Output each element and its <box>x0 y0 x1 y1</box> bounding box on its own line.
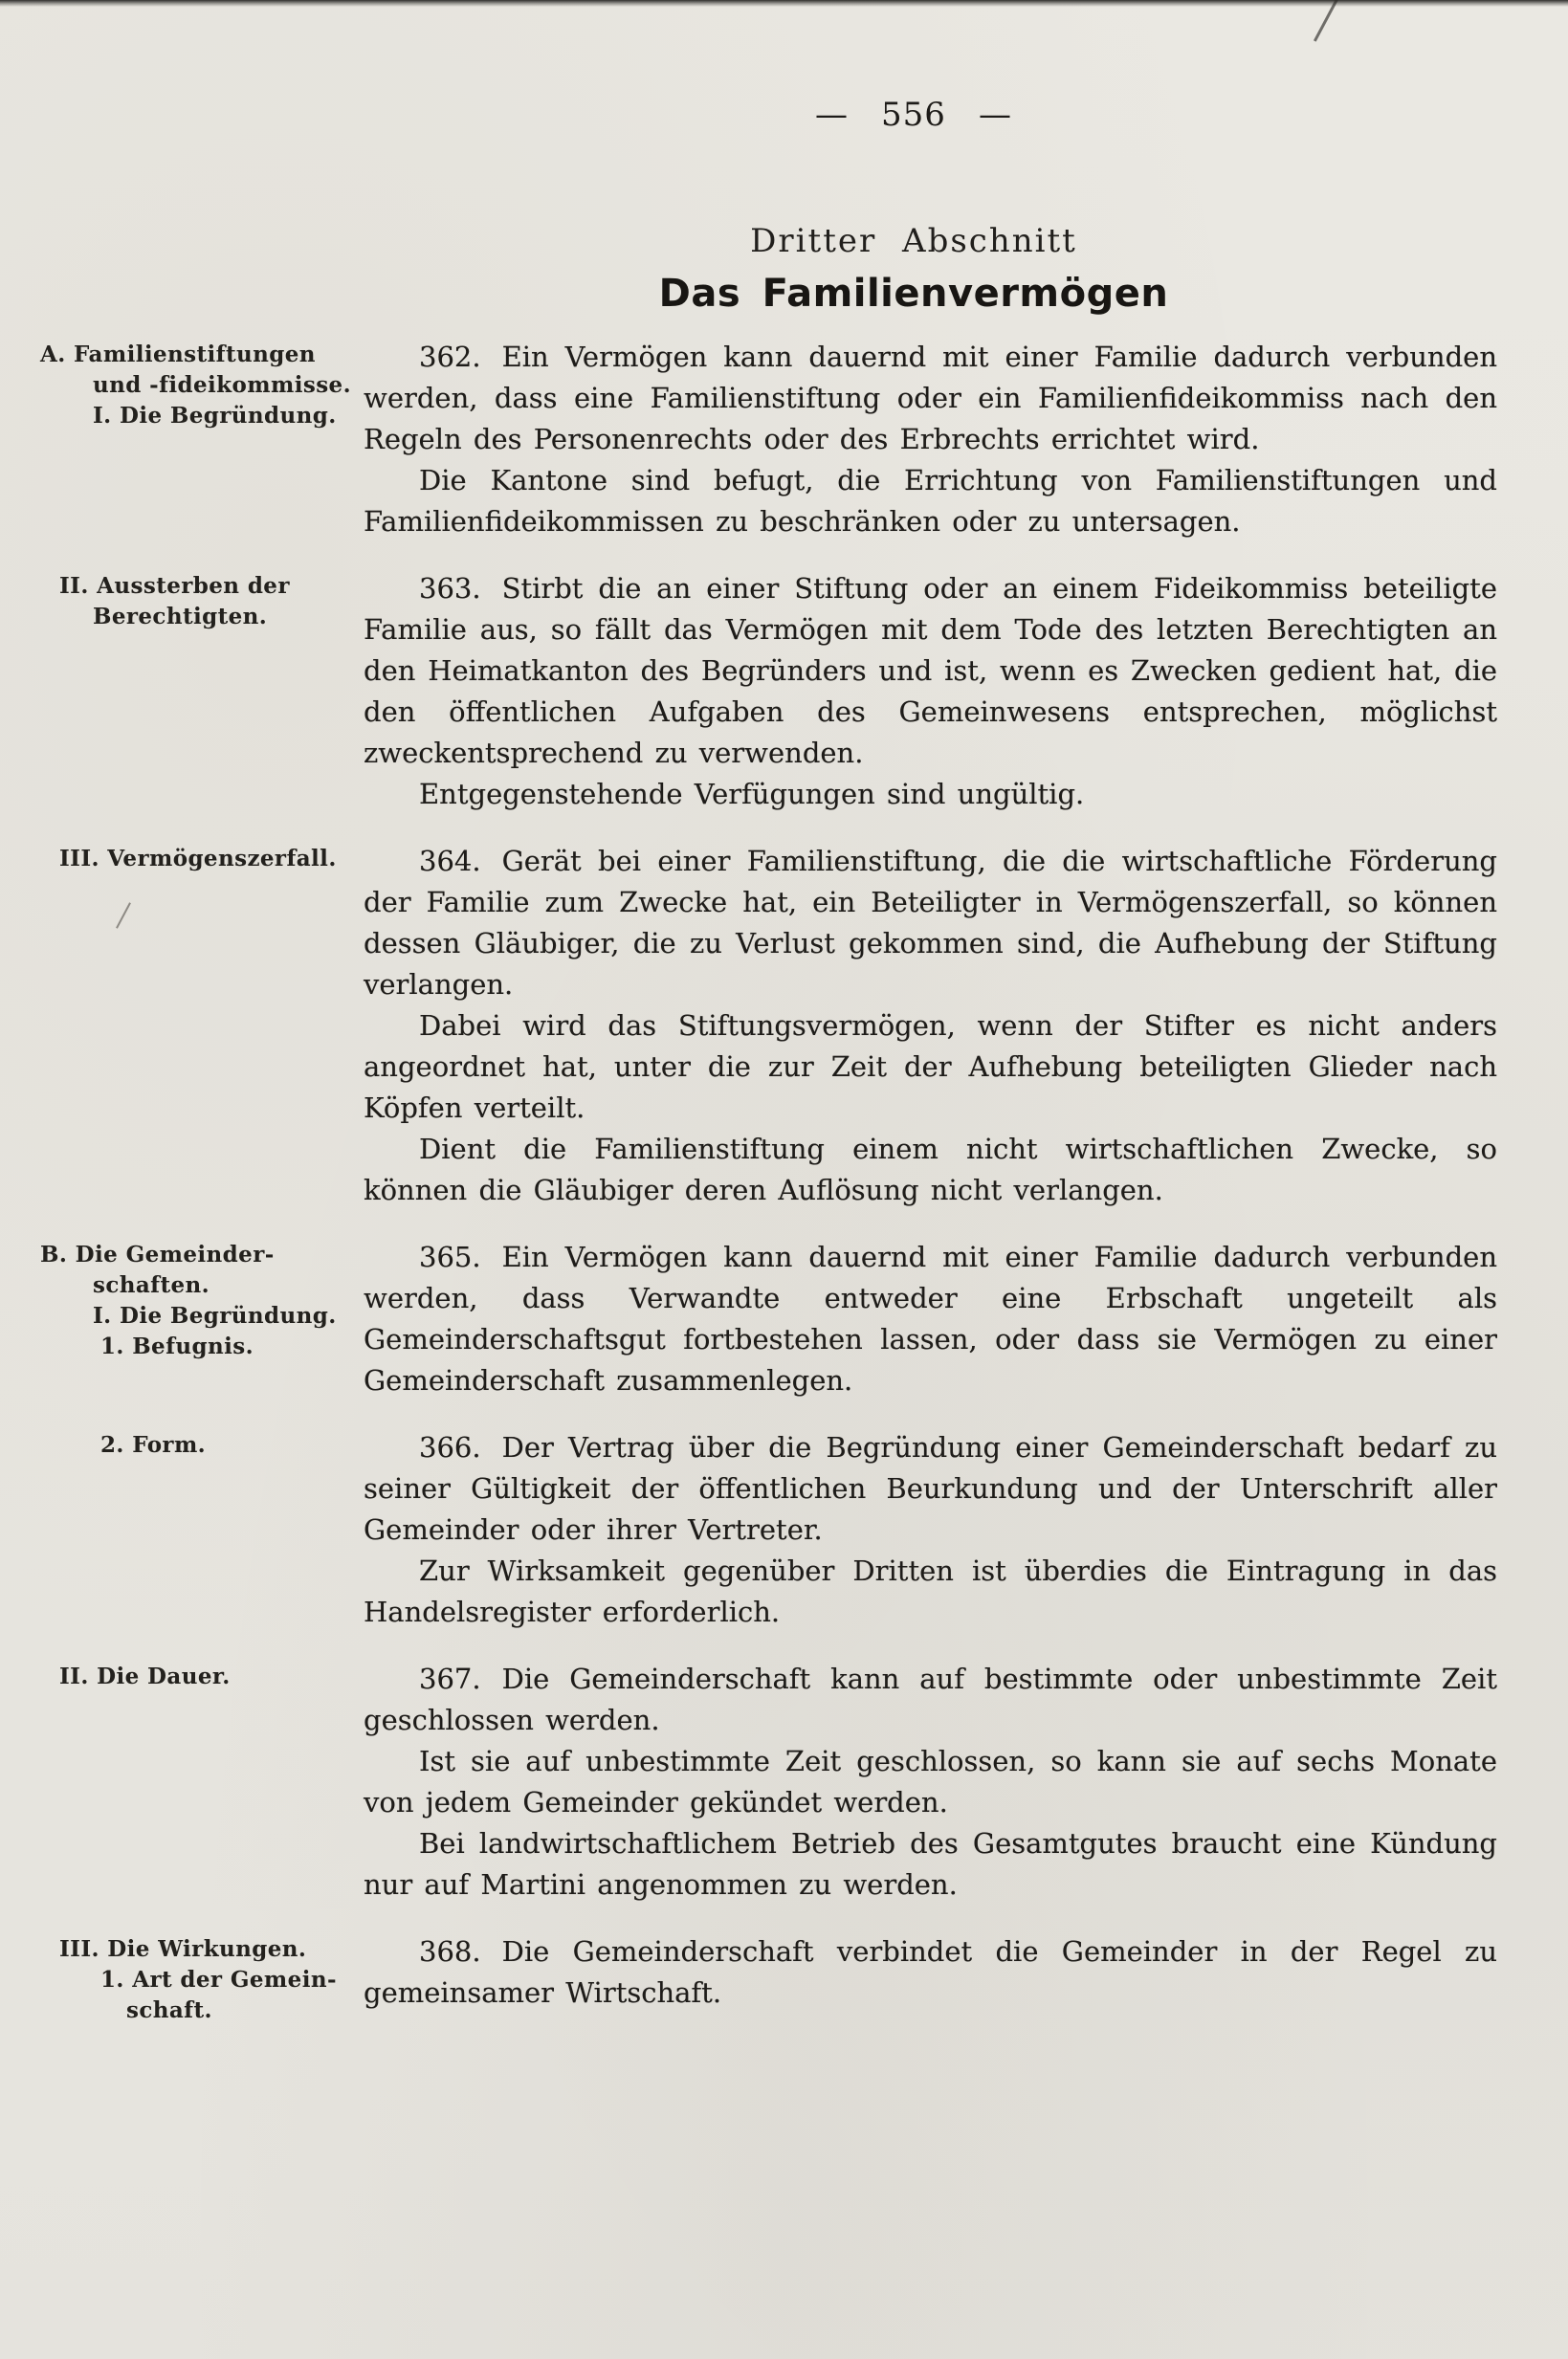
article-section <box>38 337 1497 542</box>
article-paragraph: 367. Die Gemeinderschaft kann auf bestimmte oder unbestimmte Zeit geschlossen werden. <box>364 1663 1497 1736</box>
article-paragraph: Entgegenstehende Verfügungen sind ungültig. <box>419 778 1085 810</box>
page-number-value: 556 <box>881 96 946 134</box>
margin-note-line: III. Die Wirkungen. <box>59 1936 307 1962</box>
article-paragraph: 364. Gerät bei einer Familienstiftung, die die wirtschaftliche Förderung der Familie zum Zwecke hat, ein Beteiligter in Vermögenszerfall, so können dessen Gläubiger, die zu Verlust gekommen sind, die Aufhebung der Stiftung verlangen. <box>364 845 1497 1001</box>
article-section <box>38 841 1497 1211</box>
margin-note-line: II. Die Dauer. <box>59 1664 231 1689</box>
article-number: 366. <box>419 1431 481 1464</box>
margin-note <box>38 1659 364 1692</box>
chapter-heading: Das Familienvermögen <box>658 272 1169 316</box>
margin-note-line: 2. Form. <box>100 1432 207 1458</box>
margin-note-line: II. Aussterben der <box>59 573 290 599</box>
article-section <box>38 1237 1497 1401</box>
article-body <box>364 841 1497 1211</box>
article-body <box>364 568 1497 815</box>
margin-note <box>38 1427 364 1461</box>
article-section <box>38 1427 1497 1633</box>
article-section <box>38 1931 1497 2026</box>
page-header <box>364 0 1464 316</box>
article-number: 365. <box>419 1241 481 1273</box>
margin-note-line: schaften. <box>93 1272 210 1298</box>
article-body <box>364 1237 1497 1401</box>
margin-note-line: und -fideikommisse. <box>93 372 351 398</box>
article-section <box>38 568 1497 815</box>
margin-note-line: Berechtigten. <box>93 604 268 629</box>
margin-note-line: 1. Befugnis. <box>100 1334 254 1359</box>
margin-note <box>38 841 364 874</box>
margin-note-line: III. Vermögenszerfall. <box>59 846 337 871</box>
margin-note-line: I. Die Begründung. <box>93 403 337 429</box>
article-paragraph: 365. Ein Vermögen kann dauernd mit einer Familie dadurch verbunden werden, dass Verwandte entweder eine Erbschaft ungeteilt als Gemeinderschaftsgut fortbestehen lassen, oder dass sie Vermögen zu einer Gemeinderschaft zusammenlegen. <box>364 1241 1497 1397</box>
article-section <box>38 1659 1497 1906</box>
article-paragraph: Ist sie auf unbestimmte Zeit geschlossen, so kann sie auf sechs Monate von jedem Gemeinder gekündet werden. <box>364 1745 1497 1819</box>
article-body <box>364 1659 1497 1906</box>
margin-note-line: I. Die Begründung. <box>93 1303 337 1329</box>
article-number: 367. <box>419 1663 481 1695</box>
article-paragraph: Bei landwirtschaftlichem Betrieb des Gesamtgutes braucht eine Kündung nur auf Martini angenommen zu werden. <box>364 1827 1497 1901</box>
page-number-dash-left: — <box>815 96 850 134</box>
article-number: 362. <box>419 341 481 373</box>
margin-note-line: 1. Art der Gemein- <box>100 1967 337 1993</box>
margin-note <box>38 1931 364 2026</box>
page-number <box>364 96 1464 134</box>
margin-note <box>38 568 364 632</box>
margin-note <box>38 1237 364 1362</box>
article-paragraph: Die Kantone sind befugt, die Errichtung von Familienstiftungen und Familienfideikommissen zu beschränken oder zu untersagen. <box>364 464 1497 538</box>
article-paragraph: 363. Stirbt die an einer Stiftung oder an einem Fideikommiss beteiligte Familie aus, so fällt das Vermögen mit dem Tode des letzten Berechtigten an den Heimatkanton des Begründers und ist, wenn es Zwecken gedient hat, die den öffentlichen Aufgaben des Gemeinwesens entsprechen, möglichst zweckentsprechend zu verwenden. <box>364 572 1497 769</box>
margin-note-line: B. Die Gemeinder- <box>40 1242 275 1268</box>
article-number: 368. <box>419 1935 481 1968</box>
article-body <box>364 1427 1497 1633</box>
section-heading: Dritter Abschnitt <box>750 222 1077 260</box>
margin-note <box>38 337 364 431</box>
article-body <box>364 337 1497 542</box>
article-paragraph: Dient die Familienstiftung einem nicht wirtschaftlichen Zwecke, so können die Gläubiger deren Auflösung nicht verlangen. <box>364 1133 1497 1206</box>
article-paragraph: 366. Der Vertrag über die Begründung einer Gemeinderschaft bedarf zu seiner Gültigkeit der öffentlichen Beurkundung und der Unterschrift aller Gemeinder oder ihrer Vertreter. <box>364 1431 1497 1546</box>
margin-note-line: schaft. <box>126 1997 212 2023</box>
article-paragraph: 368. Die Gemeinderschaft verbindet die Gemeinder in der Regel zu gemeinsamer Wirtschaft. <box>364 1935 1497 2009</box>
article-paragraph: Dabei wird das Stiftungsvermögen, wenn der Stifter es nicht anders angeordnet hat, unter die zur Zeit der Aufhebung beteiligten Glieder nach Köpfen verteilt. <box>364 1009 1497 1124</box>
article-sections <box>0 316 1568 2026</box>
article-paragraph: Zur Wirksamkeit gegenüber Dritten ist überdies die Eintragung in das Handelsregister erforderlich. <box>364 1554 1497 1628</box>
article-number: 364. <box>419 845 481 877</box>
page-number-dash-right: — <box>978 96 1012 134</box>
article-body <box>364 1931 1497 2014</box>
margin-note-line: A. Familienstiftungen <box>40 342 316 367</box>
article-paragraph: 362. Ein Vermögen kann dauernd mit einer Familie dadurch verbunden werden, dass eine Familienstiftung oder ein Familienfideikommiss nach den Regeln des Personenrechts oder des Erbrechts errichtet wird. <box>364 341 1497 455</box>
article-number: 363. <box>419 572 481 605</box>
